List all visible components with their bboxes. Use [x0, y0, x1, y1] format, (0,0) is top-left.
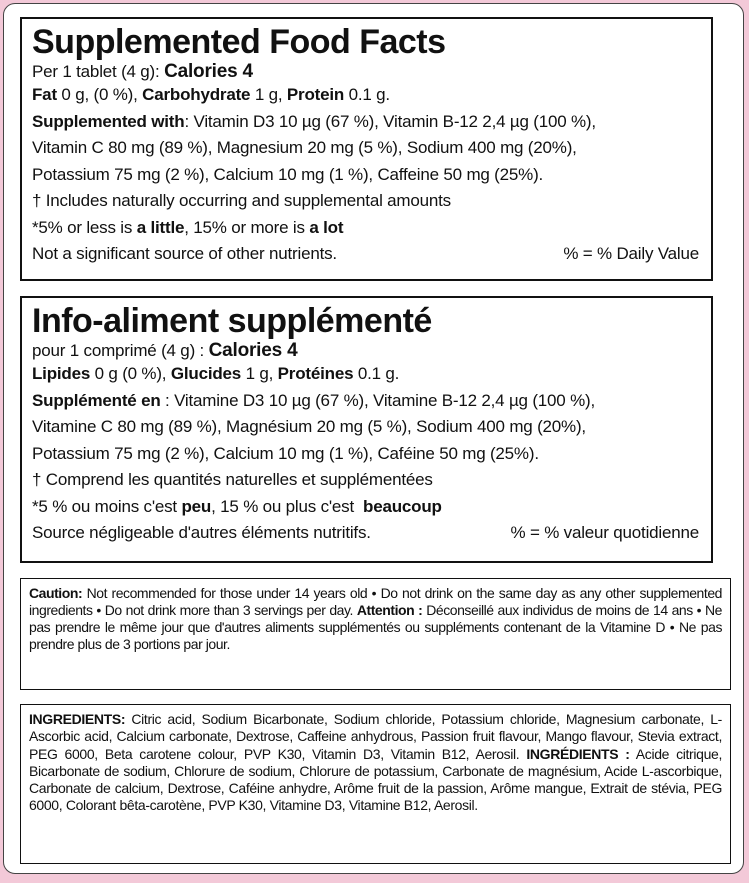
carb-value-fr: 1 g, [241, 364, 278, 383]
calories-fr: Calories 4 [208, 340, 298, 361]
caution-text-en: Not recommended for those under 14 years old • Do not drink on the same day as any other supplemented ingredients • Do not drink more than 3 servings per day. [29, 585, 722, 618]
footer-line-en [32, 241, 701, 268]
not-significant-en: Not a significant source of other nutrients. [32, 244, 337, 263]
serving-size-en: Per 1 tablet (4 g): [32, 62, 165, 81]
dv-legend-fr: % = % valeur quotidienne [510, 523, 699, 542]
supplemented-label-en: Supplemented with [32, 111, 185, 131]
ingredients-box [20, 704, 731, 864]
fat-label-fr: Lipides [32, 364, 91, 383]
supplemented-line-1-en [32, 109, 701, 136]
dagger-note-en: † Includes naturally occurring and supplemental amounts [32, 191, 451, 210]
dv-guide-fr [32, 494, 701, 521]
ingredients-label-en: INGREDIENTS: [29, 711, 126, 727]
supplemented-text-1-en: : Vitamin D3 10 µg (67 %), Vitamin B-12 2,4 µg (100 %), [184, 111, 596, 131]
dv-middle-en: , 15% or more is [184, 217, 310, 237]
carb-value-en: 1 g, [250, 85, 287, 104]
product-label-panel [3, 3, 744, 874]
protein-value-fr: 0.1 g. [353, 364, 400, 383]
carb-label-en: Carbohydrate [142, 85, 251, 104]
caution-label: Caution: [29, 585, 83, 601]
dv-prefix-en: *5% or less is [32, 217, 137, 237]
fat-value-en: 0 g, (0 %), [56, 85, 143, 104]
caution-box [20, 578, 731, 690]
supplemented-line-3-fr: Potassium 75 mg (2 %), Calcium 10 mg (1 %), Caféine 50 mg (25%). [32, 443, 539, 463]
serving-line-en [32, 61, 701, 82]
supplemented-line-3-en: Potassium 75 mg (2 %), Calcium 10 mg (1 %), Caffeine 50 mg (25%). [32, 164, 544, 184]
attention-label: Attention : [356, 602, 423, 618]
dv-lot-en: a lot [309, 217, 344, 237]
dv-little-fr: peu [181, 496, 212, 516]
calories-en: Calories 4 [164, 61, 253, 82]
supplemented-text-1-fr: : Vitamine D3 10 µg (67 %), Vitamine B-12 2,4 µg (100 %), [160, 390, 595, 410]
dv-middle-fr: , 15 % ou plus c'est [211, 496, 364, 516]
protein-label-fr: Protéines [277, 364, 354, 383]
protein-label-en: Protein [286, 85, 345, 104]
serving-size-fr: pour 1 comprimé (4 g) : [32, 341, 209, 360]
supplemented-line-1-fr [32, 388, 701, 415]
supplemented-line-2-fr: Vitamine C 80 mg (89 %), Magnésium 20 mg (5 %), Sodium 400 mg (20%), [32, 417, 586, 436]
carb-label-fr: Glucides [170, 364, 242, 383]
dv-legend-en: % = % Daily Value [563, 244, 699, 263]
facts-title-en: Supplemented Food Facts [32, 23, 446, 61]
serving-line-fr [32, 340, 701, 361]
ingredients-text-fr: Acide citrique, Bicarbonate de sodium, Chlorure de sodium, Chlorure de potassium, Carbonate de magnésium, Acide L-ascorbique, Carbonate de calcium, Dextrose, Caféine anhydre, Arôme fruit de la passion, Arôme mangue, Extrait de stévia, PEG 6000, Colorant bêta-carotène, PVP K30, Vitamine D3, Vitamine B12, Aerosil. [29, 745, 722, 814]
fat-label-en: Fat [32, 85, 57, 104]
dv-little-en: a little [136, 217, 185, 237]
supplemented-label-fr: Supplémenté en [32, 390, 161, 410]
dagger-note-fr: † Comprend les quantités naturelles et supplémentées [32, 470, 433, 489]
fat-value-fr: 0 g (0 %), [90, 364, 171, 383]
supplemented-food-facts-en [20, 17, 713, 281]
facts-title-fr: Info-aliment supplémenté [32, 302, 432, 340]
dv-prefix-fr: *5 % ou moins c'est [32, 496, 182, 516]
dv-lot-fr: beaucoup [363, 496, 442, 516]
dv-guide-en [32, 215, 701, 242]
macros-line-fr [32, 361, 701, 388]
ingredients-text-en: Citric acid, Sodium Bicarbonate, Sodium chloride, Potassium chloride, Magnesium carbonate, L-Ascorbic acid, Calcium carbonate, Dextrose, Caffeine anhydrous, Passion fruit flavour, Mango flavour, Stevia extract, PEG 6000, Beta carotene colour, PVP K30, Vitamin D3, Vitamin B12, Aerosil. [29, 711, 722, 762]
supplemented-food-facts-fr [20, 296, 713, 563]
footer-line-fr [32, 520, 701, 547]
ingredients-label-fr: INGRÉDIENTS : [526, 745, 630, 762]
caution-text-fr: Déconseillé aux individus de moins de 14 ans • Ne pas prendre le même jour que d'autres aliments supplémentés ou suppléments contenant de la Vitamine D • Ne pas prendre plus de 3 portions par jour. [29, 602, 723, 652]
protein-value-en: 0.1 g. [344, 85, 390, 104]
supplemented-line-2-en: Vitamin C 80 mg (89 %), Magnesium 20 mg (5 %), Sodium 400 mg (20%), [32, 138, 577, 157]
not-significant-fr: Source négligeable d'autres éléments nutritifs. [32, 523, 371, 542]
macros-line-en [32, 82, 701, 109]
